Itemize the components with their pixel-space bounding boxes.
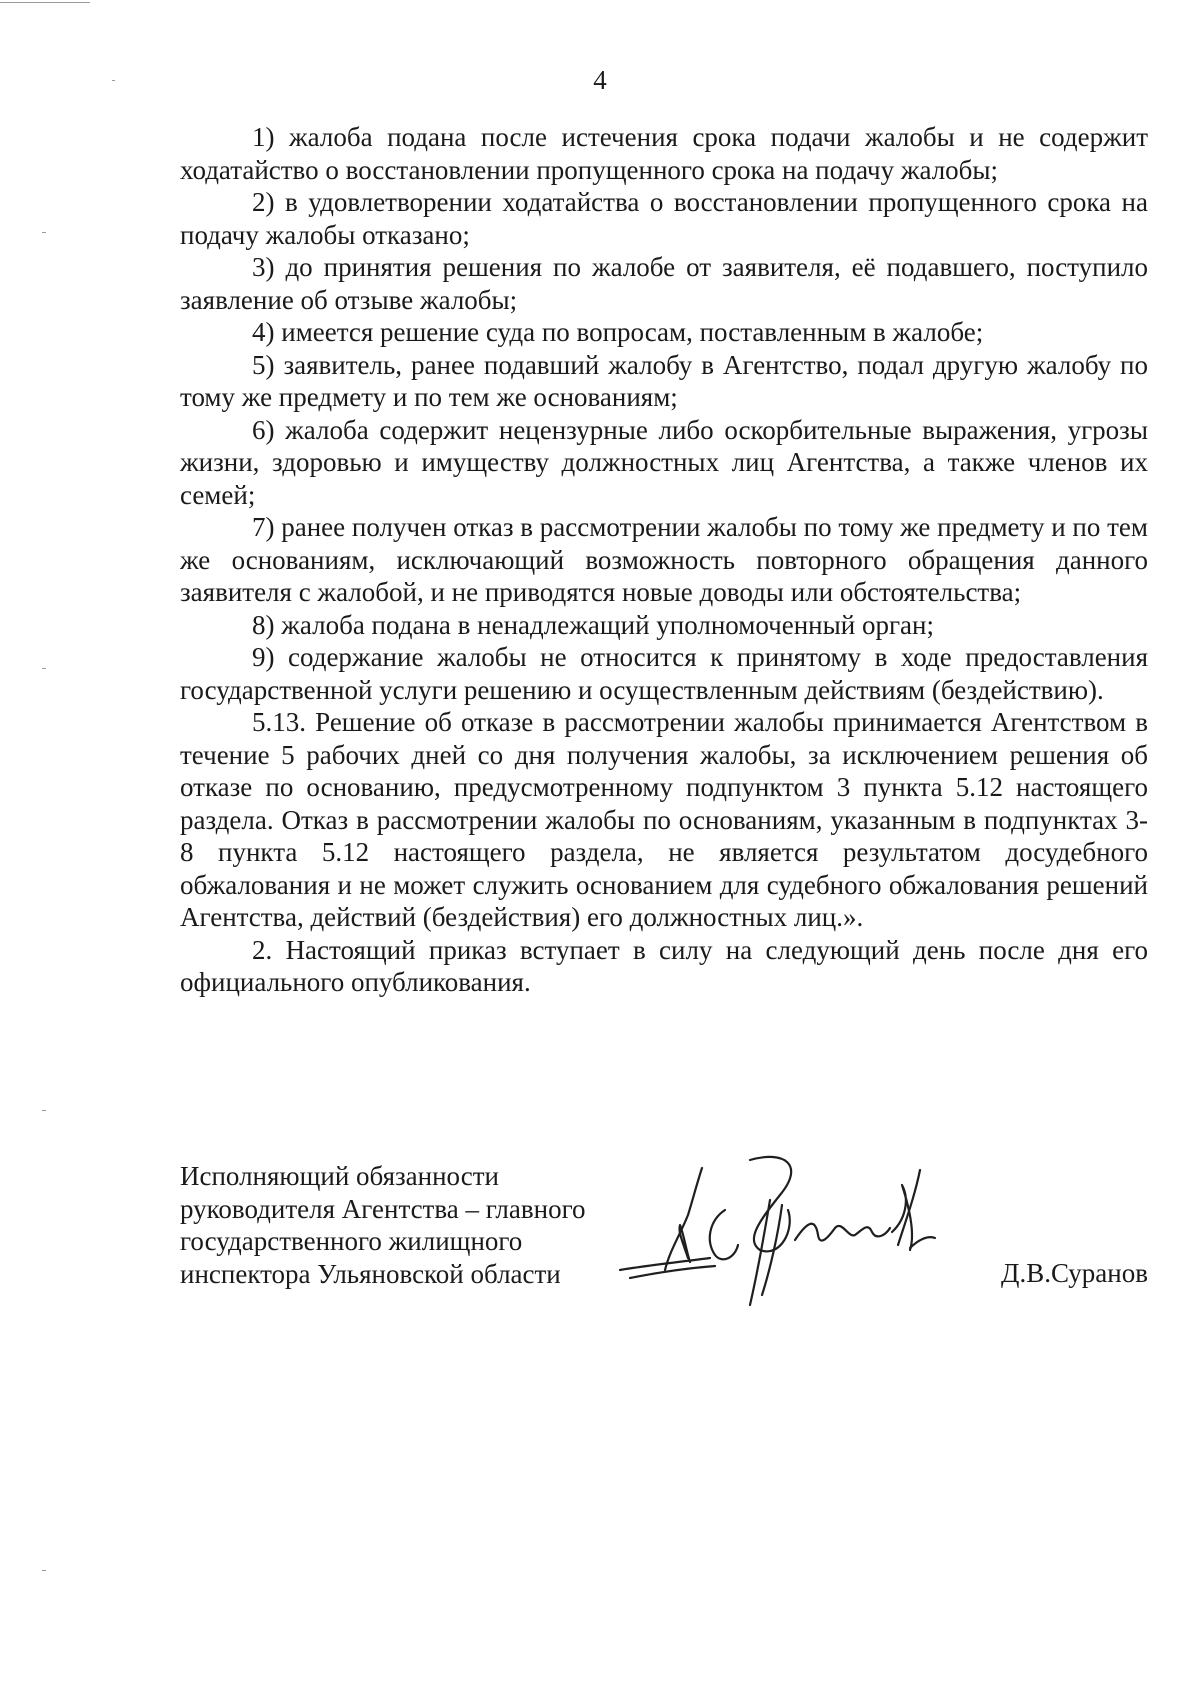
page-number: 4: [593, 65, 607, 95]
signer-position: [180, 1160, 640, 1290]
scan-mark: [42, 232, 46, 233]
list-item: 4) имеется решение суда по вопросам, поставленным в жалобе;: [252, 317, 984, 347]
clause-paragraph: 2. Настоящий приказ вступает в силу на следующий день после дня его официального опубликования.: [180, 934, 1148, 997]
signer-name: Д.В.Суранов: [1001, 1258, 1148, 1288]
list-item: 7) ранее получен отказ в рассмотрении жалобы по тому же предмету и по тем же основаниям, исключающий возможность повторного обращения данного заявителя с жалобой, и не приводятся новые доводы или обстоятельства;: [180, 512, 1148, 607]
clause-paragraph: 5.13. Решение об отказе в рассмотрении жалобы принимается Агентством в течение 5 рабочих дней со дня получения жалобы, за исключением решения об отказе по основанию, предусмотренному подпунктом 3 пункта 5.12 настоящего раздела. Отказ в рассмотрении жалобы по основаниям, указанным в подпунктах 3-8 пункта 5.12 настоящего раздела, не является результатом досудебного обжалования и не может служить основанием для судебного обжалования решений Агентства, действий (бездействия) его должностных лиц.».: [180, 707, 1148, 932]
list-item: 3) до принятия решения по жалобе от заявителя, её подавшего, поступило заявление об отзыве жалобы;: [180, 252, 1148, 315]
scan-mark: [42, 668, 46, 669]
signature-block: [180, 1160, 1148, 1310]
list-item: 8) жалоба подана в ненадлежащий уполномоченный орган;: [252, 609, 934, 640]
scan-mark: [0, 2, 90, 3]
scan-mark: [42, 1570, 46, 1571]
list-item: 2) в удовлетворении ходатайства о восстановлении пропущенного срока на подачу жалобы отказано;: [180, 187, 1148, 250]
signer-position-line: инспектора Ульяновской области: [180, 1258, 561, 1289]
list-item: 5) заявитель, ранее подавший жалобу в Агентство, подал другую жалобу по тому же предмету и по тем же основаниям;: [180, 349, 1148, 412]
list-item: 1) жалоба подана после истечения срока подачи жалобы и не содержит ходатайство о восстановлении пропущенного срока на подачу жалобы;: [180, 122, 1148, 185]
list-item: 6) жалоба содержит нецензурные либо оскорбительные выражения, угрозы жизни, здоровью и имуществу должностных лиц Агентства, а также членов их семей;: [180, 414, 1148, 510]
list-item: 9) содержание жалобы не относится к принятому в ходе предоставления государственной услуги решению и осуществленным действиям (бездействию).: [180, 642, 1148, 705]
signer-position-line: руководителя Агентства – главного: [180, 1193, 586, 1224]
document-body: [180, 121, 1148, 999]
signer-position-line: государственного жилищного: [180, 1226, 523, 1256]
scan-mark: [42, 1110, 46, 1111]
handwritten-signature: [610, 1140, 940, 1310]
signer-position-line: Исполняющий обязанности: [180, 1161, 499, 1191]
